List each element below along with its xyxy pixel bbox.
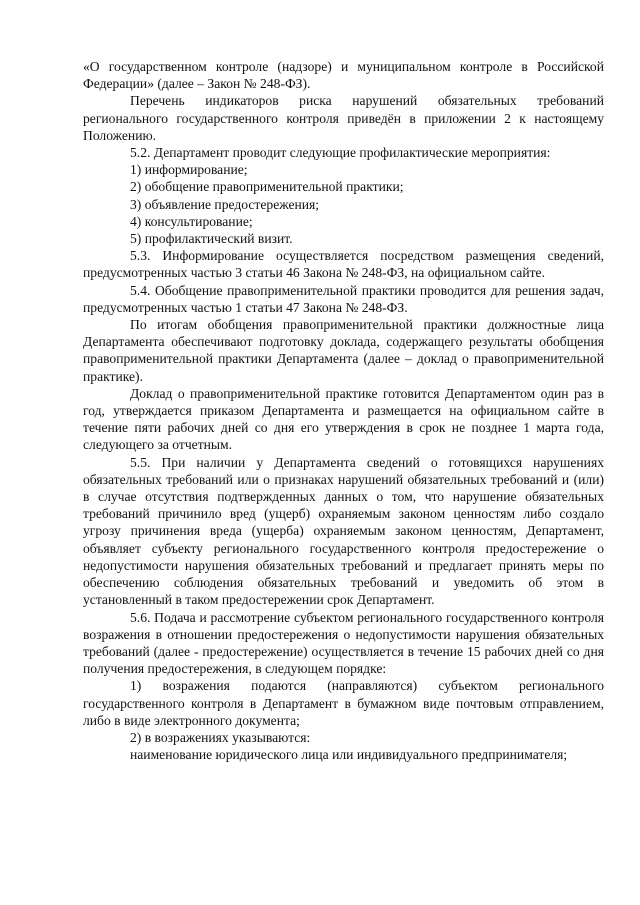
paragraph-5-2: 5.2. Департамент проводит следующие профилактические мероприятия: — [130, 145, 551, 161]
paragraph-objection-contents: 2) в возражениях указываются: — [130, 729, 311, 745]
document-page — [83, 58, 604, 763]
paragraph-objection-submission: 1) возражения подаются (направляются) субъектом регионального государственного контроля в Департамент в бумажном виде почтовым отправлением, либо в виде электронного документа; — [83, 678, 604, 728]
paragraph-5-5: 5.5. При наличии у Департамента сведений о готовящихся нарушениях обязательных требований или о признаках нарушений обязательных требований и (или) в случае отсутствия подтвержденных данных о том, что нарушение обязательных требований причинило вред (ущерб) охраняемым законом ценностям либо создало угрозу причинения вреда (ущерба) охраняемым законом ценностям, Департамент, объявляет субъекту регионального государственного контроля предостережение о недопустимости нарушения обязательных требований и предлагает принять меры по обеспечению соблюдения обязательных требований и уведомить об этом в установленный в таком предостережении срок Департамент. — [83, 454, 604, 608]
paragraph-risk-indicators: Перечень индикаторов риска нарушений обязательных требований регионального государственного контроля приведён в приложении 2 к настоящему Положению. — [83, 93, 604, 143]
list-item: 1) информирование; — [130, 162, 248, 178]
paragraph-5-6: 5.6. Подача и рассмотрение субъектом регионального государственного контроля возражения в отношении предостережения о недопустимости нарушения обязательных требований (далее - предостережение) осуществляется в течение 15 рабочих дней со дня получения предостережения, в следующем порядке: — [83, 609, 604, 677]
paragraph-5-3: 5.3. Информирование осуществляется посредством размещения сведений, предусмотренных частью 3 статьи 46 Закона № 248-ФЗ, на официальном сайте. — [83, 248, 604, 281]
list-item: 3) объявление предостережения; — [130, 196, 320, 212]
paragraph-5-4: 5.4. Обобщение правоприменительной практики проводится для решения задач, предусмотренных частью 1 статьи 47 Закона № 248-ФЗ. — [83, 282, 604, 315]
list-item: 5) профилактический визит. — [130, 231, 293, 247]
list-item: 4) консультирование; — [130, 213, 253, 229]
paragraph-practice-report: По итогам обобщения правоприменительной практики должностные лица Департамента обеспечивают подготовку доклада, содержащего результаты обобщения правоприменительной практики Департамента (далее – доклад о правоприменительной практике). — [83, 317, 604, 384]
list-item: 2) обобщение правоприменительной практики; — [130, 179, 404, 195]
paragraph-law-reference: «О государственном контроле (надзоре) и муниципальном контроле в Российской Федерации» (далее – Закон № 248-ФЗ). — [83, 59, 604, 92]
paragraph-report-schedule: Доклад о правоприменительной практике готовится Департаментом один раз в год, утверждается приказом Департамента и размещается на официальном сайте в течение пяти рабочих дней со дня его утверждения в срок не позднее 1 марта года, следующего за отчетным. — [83, 385, 604, 453]
paragraph-entity-name: наименование юридического лица или индивидуального предпринимателя; — [130, 747, 568, 763]
